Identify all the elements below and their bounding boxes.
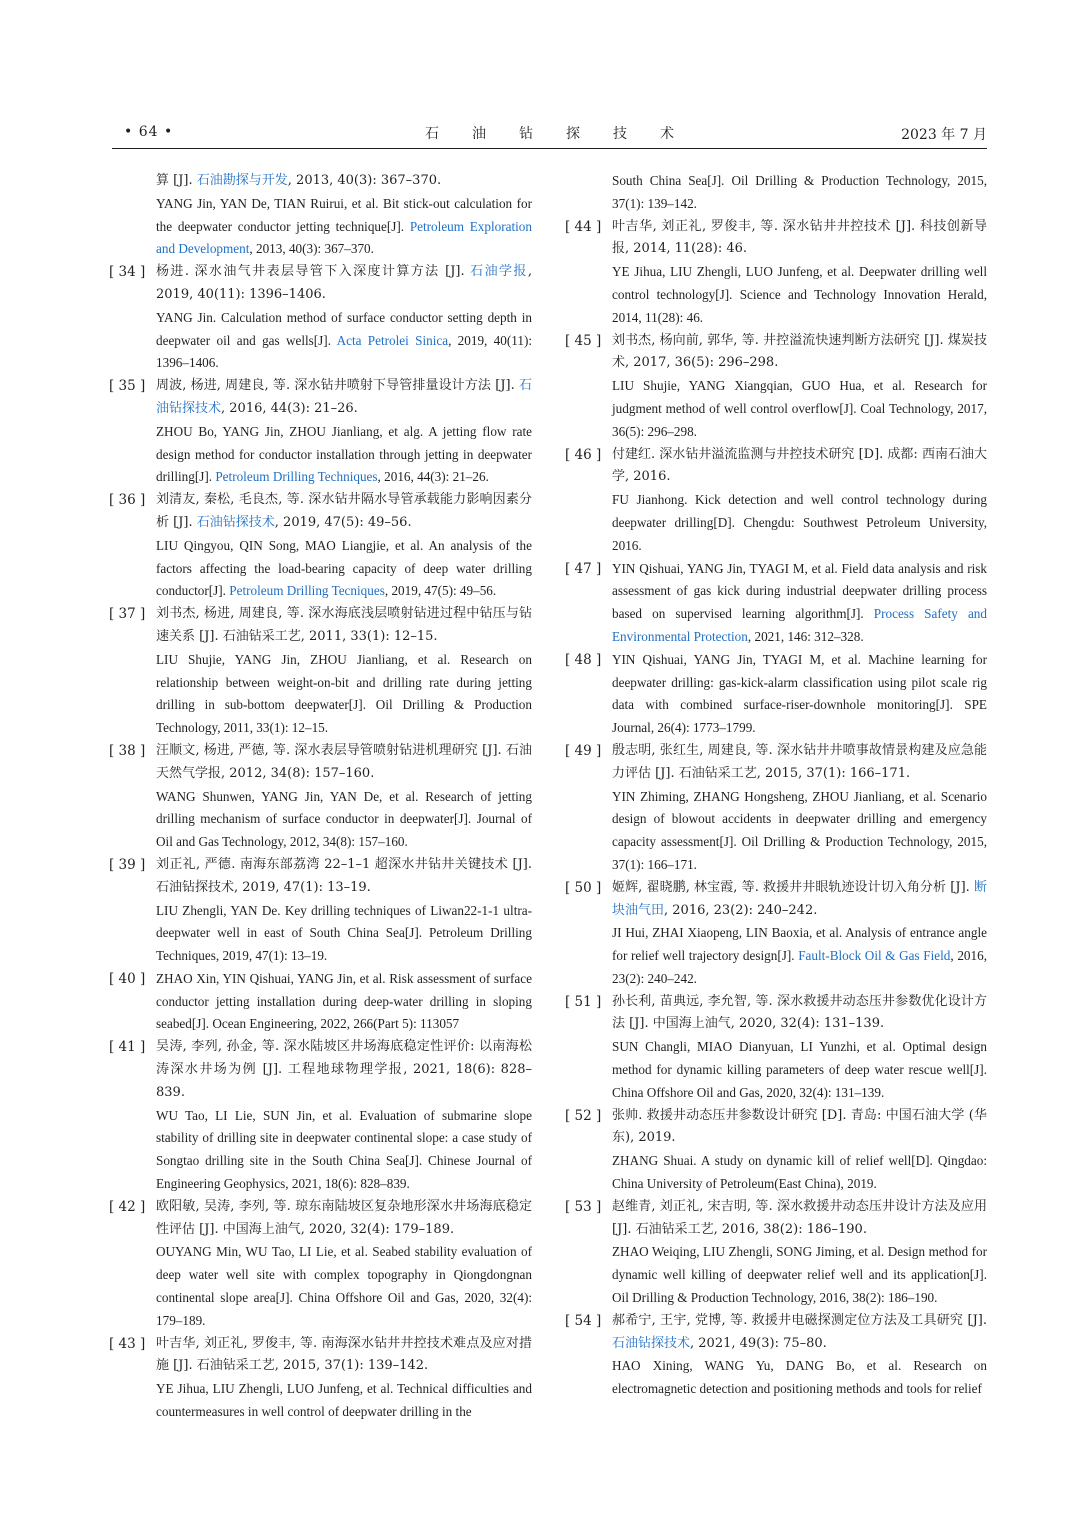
- reference-text-chinese: [612, 1196, 987, 1242]
- citation-text: , 2016, 23(2): 240–242.: [664, 902, 818, 918]
- citation-text: WANG Shunwen, YANG Jin, YAN De, et al. Research of jetting drilling mechanism of surface conductor in deepwater[J]. Journal of Oil and Gas Technology, 2012, 34(8): 157–160.: [156, 788, 532, 850]
- journal-link[interactable]: 石油勘探与开发: [196, 173, 288, 188]
- journal-link[interactable]: Petroleum Drilling Tecniques: [229, 583, 385, 599]
- journal-link[interactable]: Fault-Block Oil & Gas Field: [798, 948, 951, 964]
- reference-column-right: [565, 170, 987, 1401]
- reference-text-chinese: [156, 740, 532, 786]
- reference-number: [ 41 ]: [109, 1039, 146, 1056]
- citation-text: 吴涛, 李列, 孙金, 等. 深水陆坡区井场海底稳定性评价: 以南海松涛深水井场为例 [J]. 工程地球物理学报, 2021, 18(6): 828–839.: [156, 1039, 532, 1100]
- citation-text: LIU Shujie, YANG Jin, ZHOU Jianliang, et al. Research on relationship between weight-on-bit and drilling rate during jetting drilling in sub-bottom deepwater[J]. Oil Drilling & Production Technology, 2011, 33(1): 12–15.: [156, 651, 532, 736]
- citation-text: WU Tao, LI Lie, SUN Jin, et al. Evaluation of submarine slope stability of drilling site in deepwater continental slope: a case study of Songtao drilling site in the South China Sea[J]. Chinese Journal of Engineering Geophysics, 2021, 18(6): 828–839.: [156, 1107, 532, 1192]
- citation-text: LIU Zhengli, YAN De. Key drilling techniques of Liwan22-1-1 ultra-deepwater well in east of South China Sea[J]. Petroleum Drilling Techniques, 2019, 47(1): 13–19.: [156, 902, 532, 964]
- reference-text-chinese: [612, 991, 987, 1037]
- reference-number: [ 42 ]: [109, 1198, 146, 1215]
- reference-entry: [565, 558, 987, 649]
- reference-text-chinese: [156, 170, 532, 193]
- citation-text: , 2019, 47(5): 49–56.: [384, 583, 497, 599]
- citation-text: 杨进. 深水油气井表层导管下入深度计算方法 [J].: [156, 264, 471, 280]
- journal-link[interactable]: 断块油气田: [612, 879, 987, 918]
- reference-text-chinese: [156, 489, 532, 535]
- journal-link[interactable]: Petroleum Exploration and Development: [156, 218, 532, 257]
- reference-entry: [109, 968, 532, 1036]
- reference-text-chinese: [612, 330, 987, 376]
- citation-text: , 2019, 40(11): 1396–1406.: [156, 332, 532, 371]
- citation-text: ZHOU Bo, YANG Jin, ZHOU Jianliang, et alg. A jetting flow rate design method for conductor installation through jetting in deepwater drilling[J].: [156, 423, 532, 485]
- reference-entry: [565, 1310, 987, 1401]
- reference-entry: [109, 854, 532, 968]
- issue-date: 2023 年 7 月: [901, 127, 987, 143]
- reference-number: [ 54 ]: [565, 1312, 602, 1329]
- reference-entry: [112, 170, 532, 261]
- citation-text: , 2016, 44(3): 21–26.: [377, 469, 489, 485]
- citation-text: , 2019, 40(11): 1396–1406.: [156, 264, 532, 302]
- reference-number: [ 50 ]: [565, 879, 602, 896]
- reference-number: [ 40 ]: [109, 970, 146, 987]
- citation-text: 刘正礼, 严德. 南海东部荔湾 22–1–1 超深水井钻井关键技术 [J]. 石油钻探技术, 2019, 47(1): 13–19.: [156, 856, 532, 895]
- reference-text-chinese: [612, 1310, 987, 1356]
- citation-text: 算 [J].: [156, 173, 197, 188]
- reference-text-chinese: [612, 1105, 987, 1151]
- citation-text: , 2019, 47(5): 49–56.: [274, 514, 412, 530]
- reference-text-chinese: [612, 877, 987, 923]
- citation-text: 叶吉华, 刘正礼, 罗俊丰, 等. 南海深水钻井井控技术难点及应对措施 [J]. 石油钻采工艺, 2015, 37(1): 139–142.: [156, 1335, 532, 1374]
- reference-number: [ 53 ]: [565, 1198, 602, 1215]
- reference-text-chinese: [156, 375, 532, 421]
- reference-entry: [109, 603, 532, 740]
- reference-number: [ 48 ]: [565, 651, 602, 668]
- journal-link[interactable]: Petroleum Drilling Techniques: [215, 469, 378, 485]
- reference-text-english: [612, 922, 987, 990]
- reference-entry: [109, 1196, 532, 1333]
- reference-entry: [109, 1333, 532, 1424]
- reference-entry: [565, 216, 987, 330]
- citation-text: , 2016, 44(3): 21–26.: [221, 400, 358, 416]
- reference-text-english: [156, 421, 532, 489]
- header-rule: [112, 148, 987, 149]
- reference-text-chinese: [156, 1196, 532, 1242]
- citation-text: HAO Xining, WANG Yu, DANG Bo, et al. Research on electromagnetic detection and positioning methods and tools for relief: [612, 1358, 987, 1397]
- reference-number: [ 49 ]: [565, 742, 602, 759]
- reference-entry: [109, 375, 532, 489]
- reference-text-chinese: [156, 603, 532, 649]
- reference-number: [ 45 ]: [565, 332, 602, 349]
- reference-text-english: [156, 1105, 532, 1196]
- citation-text: OUYANG Min, WU Tao, LI Lie, et al. Seabed stability evaluation of deep water well site with complex topography in Qiongdongnan continental slope area[J]. China Offshore Oil and Gas, 2020, 32(4): 179–189.: [156, 1244, 532, 1328]
- journal-title: 石油钻探技术: [425, 126, 707, 142]
- citation-text: , 2013, 40(3): 367–370.: [287, 173, 442, 188]
- reference-text-english: [612, 1355, 987, 1401]
- reference-number: [ 44 ]: [565, 218, 602, 235]
- citation-text: ZHAO Xin, YIN Qishuai, YANG Jin, et al. Risk assessment of surface conductor jetting installation during deep-water drilling in sloping seabed[J]. Ocean Engineering, 2022, 266(Part 5): 113057: [156, 970, 532, 1032]
- citation-text: YIN Qishuai, YANG Jin, TYAGI M, et al. Field data analysis and risk assessment of gas kick during industrial deepwater drilling process based on supervised learning algorithm[J].: [612, 560, 987, 622]
- citation-text: JI Hui, ZHAI Xiaopeng, LIN Baoxia, et al. Analysis of entrance angle for relief well trajectory design[J].: [612, 925, 987, 964]
- reference-entry: [565, 1105, 987, 1196]
- reference-text-english: [612, 375, 987, 443]
- citation-text: , 2016, 23(2): 240–242.: [612, 948, 987, 986]
- citation-text: 殷志明, 张红生, 周建良, 等. 深水钻井井喷事故情景构建及应急能力评估 [J]. 石油钻采工艺, 2015, 37(1): 166–171.: [612, 742, 987, 781]
- reference-text-chinese: [156, 854, 532, 900]
- reference-text-english: [156, 1241, 532, 1332]
- reference-number: [ 52 ]: [565, 1107, 602, 1124]
- reference-text-english: [612, 786, 987, 877]
- citation-text: 赵维青, 刘正礼, 宋吉明, 等. 深水救援井动态压井设计方法及应用 [J]. 石油钻采工艺, 2016, 38(2): 186–190.: [612, 1198, 987, 1237]
- citation-text: , 2013, 40(3): 367–370.: [249, 241, 374, 257]
- reference-text-chinese: [612, 444, 987, 490]
- citation-text: 孙长利, 苗典远, 李允智, 等. 深水救援井动态压井参数优化设计方法 [J]. 中国海上油气, 2020, 32(4): 131–139.: [612, 993, 987, 1032]
- journal-link[interactable]: 石油钻探技术: [612, 1335, 691, 1351]
- citation-text: 刘书杰, 杨进, 周建良, 等. 深水海底浅层喷射钻进过程中钻压与钻速关系 [J]. 石油钻采工艺, 2011, 33(1): 12–15.: [156, 606, 532, 644]
- reference-text-chinese: [156, 1333, 532, 1379]
- citation-text: YE Jihua, LIU Zhengli, LUO Junfeng, et al. Deepwater drilling well control technology[J]. Science and Technology Innovation Herald, 2014, 11(28): 46.: [612, 264, 987, 325]
- citation-text: YIN Qishuai, YANG Jin, TYAGI M, et al. Machine learning for deepwater drilling: gas-kick-alarm classification using pilot scale rig data with combined surface-riser-downhole monitoring[J]. SPE Journal, 26(4): 1773–1799.: [612, 651, 987, 736]
- reference-text-english: [156, 968, 532, 1036]
- page-number: • 64 •: [124, 124, 174, 140]
- reference-text-english: [156, 900, 532, 968]
- citation-text: 姬辉, 翟晓鹏, 林宝霞, 等. 救援井井眼轨迹设计切入角分析 [J].: [612, 879, 974, 895]
- citation-text: 叶吉华, 刘正礼, 罗俊丰, 等. 深水钻井井控技术 [J]. 科技创新导报, 2014, 11(28): 46.: [612, 218, 987, 257]
- citation-text: LIU Qingyou, QIN Song, MAO Liangjie, et al. An analysis of the factors affecting the load-bearing capacity of deep water drilling conductor[J].: [156, 537, 532, 599]
- reference-text-english: [612, 261, 987, 329]
- reference-entry: [565, 444, 987, 558]
- journal-link[interactable]: 石油钻探技术: [196, 514, 275, 530]
- reference-text-english: [156, 1378, 532, 1424]
- reference-number: [ 36 ]: [109, 492, 146, 509]
- reference-number: [ 38 ]: [109, 742, 146, 759]
- reference-text-english: [156, 786, 532, 854]
- reference-text-english: [612, 649, 987, 740]
- citation-text: ZHANG Shuai. A study on dynamic kill of relief well[D]. Qingdao: China University of Petroleum(East China), 2019.: [612, 1153, 987, 1192]
- reference-text-english: [156, 307, 532, 375]
- journal-link[interactable]: 石油钻探技术: [156, 378, 532, 416]
- reference-entry: [109, 261, 532, 375]
- citation-text: 张帅. 救援井动态压井参数设计研究 [D]. 青岛: 中国石油大学 (华东), 2019.: [612, 1107, 987, 1146]
- journal-link[interactable]: Acta Petrolei Sinica: [336, 332, 449, 348]
- citation-text: , 2021, 146: 312–328.: [747, 628, 864, 644]
- reference-entry: [565, 991, 987, 1105]
- reference-entry: [565, 877, 987, 991]
- citation-text: YANG Jin, YAN De, TIAN Ruirui, et al. Bit stick-out calculation for the deepwater conductor jetting technique[J].: [156, 195, 532, 234]
- citation-text: YE Jihua, LIU Zhengli, LUO Junfeng, et al. Technical difficulties and countermeasures in well control of deepwater drilling in the: [156, 1381, 532, 1420]
- reference-text-english: [612, 170, 987, 216]
- reference-entry: [565, 649, 987, 740]
- reference-entry: [109, 1036, 532, 1196]
- citation-text: 汪顺文, 杨进, 严德, 等. 深水表层导管喷射钻进机理研究 [J]. 石油天然气学报, 2012, 34(8): 157–160.: [156, 742, 532, 781]
- reference-text-english: [156, 193, 532, 261]
- citation-text: 付建红. 深水钻井溢流监测与井控技术研究 [D]. 成都: 西南石油大学, 2016.: [612, 446, 987, 485]
- journal-link[interactable]: 石油学报: [470, 264, 528, 280]
- reference-text-english: [156, 649, 532, 740]
- reference-number: [ 39 ]: [109, 856, 146, 873]
- reference-text-english: [612, 558, 987, 649]
- citation-text: YIN Zhiming, ZHANG Hongsheng, ZHOU Jianliang, et al. Scenario design of blowout accidents in deepwater drilling and emergency capacity assessment[J]. Oil Drilling & Production Technology, 2015, 37(1): 166–171.: [612, 788, 987, 872]
- reference-text-chinese: [156, 1036, 532, 1104]
- citation-text: , 2021, 49(3): 75–80.: [690, 1335, 827, 1351]
- citation-text: 周波, 杨进, 周建良, 等. 深水钻井喷射下导管排量设计方法 [J].: [156, 378, 519, 394]
- citation-text: FU Jianhong. Kick detection and well control technology during deepwater drilling[D]. Chengdu: Southwest Petroleum University, 2016.: [612, 492, 987, 553]
- reference-column-left: [109, 170, 532, 1424]
- reference-number: [ 46 ]: [565, 446, 602, 463]
- reference-text-english: [156, 535, 532, 603]
- journal-link[interactable]: Process Safety and Environmental Protection: [612, 606, 987, 644]
- reference-number: [ 35 ]: [109, 378, 146, 395]
- running-header: [112, 124, 987, 144]
- reference-text-english: [612, 1150, 987, 1196]
- citation-text: South China Sea[J]. Oil Drilling & Production Technology, 2015, 37(1): 139–142.: [612, 173, 987, 211]
- reference-entry: [565, 1196, 987, 1310]
- reference-text-chinese: [612, 740, 987, 786]
- reference-entry: [109, 489, 532, 603]
- reference-number: [ 51 ]: [565, 993, 602, 1010]
- citation-text: LIU Shujie, YANG Xiangqian, GUO Hua, et al. Research for judgment method of well control overflow[J]. Coal Technology, 2017, 36(5): 296–298.: [612, 378, 987, 439]
- citation-text: 欧阳敏, 吴涛, 李列, 等. 琼东南陆坡区复杂地形深水井场海底稳定性评估 [J]. 中国海上油气, 2020, 32(4): 179–189.: [156, 1198, 532, 1237]
- reference-entry: [109, 740, 532, 854]
- citation-text: SUN Changli, MIAO Dianyuan, LI Yunzhi, et al. Optimal design method for dynamic killing parameters of deep water rescue well[J]. China Offshore Oil and Gas, 2020, 32(4): 131–139.: [612, 1039, 987, 1100]
- reference-entry: [565, 740, 987, 877]
- citation-text: YANG Jin. Calculation method of surface conductor setting depth in deepwater oil and gas wells[J].: [156, 309, 532, 348]
- reference-text-english: [612, 489, 987, 557]
- reference-text-english: [612, 1036, 987, 1104]
- citation-text: 郝希宁, 王宇, 党博, 等. 救援井电磁探测定位方法及工具研究 [J].: [612, 1312, 987, 1328]
- reference-number: [ 43 ]: [109, 1335, 146, 1352]
- reference-entry: [565, 330, 987, 444]
- reference-text-english: [612, 1241, 987, 1309]
- reference-entry: [568, 170, 987, 216]
- citation-text: ZHAO Weiqing, LIU Zhengli, SONG Jiming, et al. Design method for dynamic well killing of deepwater relief well and its application[J]. Oil Drilling & Production Technology, 2016, 38(2): 186–190.: [612, 1244, 987, 1306]
- reference-number: [ 34 ]: [109, 264, 146, 281]
- citation-text: 刘清友, 秦松, 毛良杰, 等. 深水钻井隔水导管承载能力影响因素分析 [J].: [156, 492, 532, 530]
- reference-text-chinese: [156, 261, 532, 307]
- reference-text-chinese: [612, 216, 987, 262]
- citation-text: 刘书杰, 杨向前, 郭华, 等. 井控溢流快速判断方法研究 [J]. 煤炭技术, 2017, 36(5): 296–298.: [612, 332, 987, 371]
- reference-number: [ 37 ]: [109, 606, 146, 623]
- reference-number: [ 47 ]: [565, 560, 602, 577]
